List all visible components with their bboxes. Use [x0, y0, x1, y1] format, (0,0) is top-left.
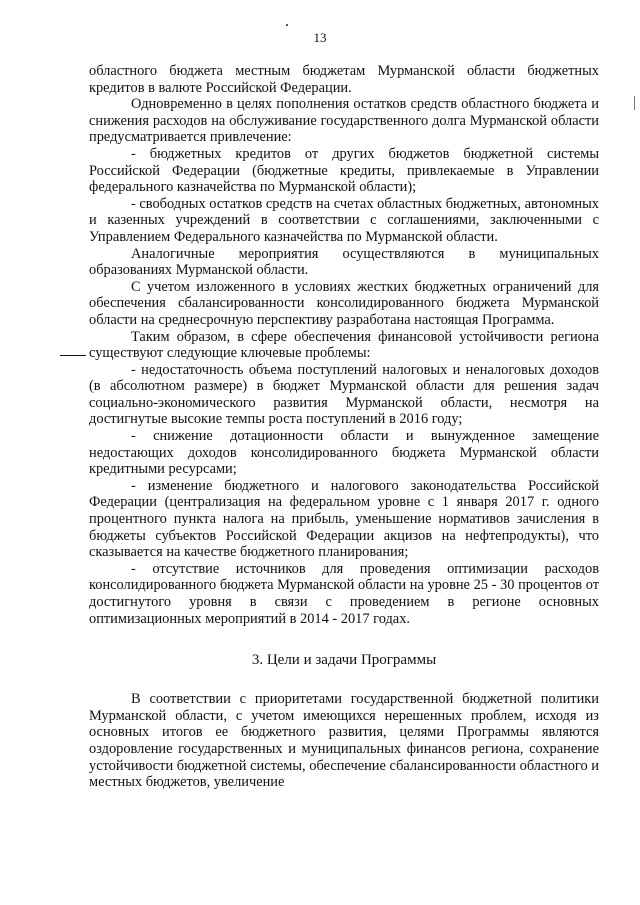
paragraph-continuation: областного бюджета местным бюджетам Мурманской области бюджетных кредитов в валюте Российской Федерации.	[89, 63, 599, 96]
margin-mark	[60, 355, 86, 356]
problem-item: - изменение бюджетного и налогового законодательства Российской Федерации (централизация на федеральном уровне с 1 января 2017 г. одного процентного пункта налога на прибыль, уменьшение нормативов зачисления в бюджеты субъектов Российской Федерации акцизов на нефтепродукты), что сказывается на качестве бюджетного планирования;	[89, 477, 599, 561]
problem-item: - снижение дотационности области и вынужденное замещение недостающих доходов консолидированного бюджета Мурманской области кредитными ресурсами;	[89, 428, 599, 478]
paragraph-goals: В соответствии с приоритетами государственной бюджетной политики Мурманской области, с учетом имеющихся нерешенных проблем, исходя из основных итогов ее бюджетного развития, целями Программы являются оздоровление государственных и муниципальных финансов региона, сохранение устойчивости бюджетной системы, обеспечение сбалансированности областного и местных бюджетов, увеличение	[89, 691, 599, 791]
list-item: - бюджетных кредитов от других бюджетов бюджетной системы Российской Федерации (бюджетные кредиты, привлекаемые в Управлении федерального казначейства по Мурманской области);	[89, 145, 599, 196]
document-body	[89, 63, 599, 791]
paragraph: Аналогичные мероприятия осуществляются в муниципальных образованиях Мурманской области.	[89, 245, 599, 279]
scan-edge-mark	[634, 96, 635, 110]
list-item: - свободных остатков средств на счетах областных бюджетных, автономных и казенных учреждений в соответствии с соглашениями, заключенными с Управлением Федерального казначейства по Мурманской области.	[89, 195, 599, 245]
scan-speck	[286, 24, 288, 26]
section-title: 3. Цели и задачи Программы	[251, 652, 437, 669]
paragraph: С учетом изложенного в условиях жестких бюджетных ограничений для обеспечения сбалансированности консолидированного бюджета Мурманской области на среднесрочную перспективу разработана настоящая Программа.	[89, 278, 599, 328]
problem-item: - отсутствие источников для проведения оптимизации расходов консолидированного бюджета Мурманской области на уровне 25 - 30 процентов от достигнутого уровня в связи с проведением в регионе основных оптимизационных мероприятий в 2014 - 2017 годах.	[89, 560, 599, 627]
paragraph: Таким образом, в сфере обеспечения финансовой устойчивости региона существуют следующие ключевые проблемы:	[89, 328, 599, 362]
problem-item: - недостаточность объема поступлений налоговых и неналоговых доходов (в абсолютном размере) в бюджет Мурманской области для решения задач социально-экономического развития Мурманской области, несмотря на достигнутые высокие темпы роста поступлений в 2016 году;	[89, 361, 599, 428]
page-number: 13	[313, 30, 327, 45]
paragraph-intro: Одновременно в целях пополнения остатков средств областного бюджета и снижения расходов на обслуживание государственного долга Мурманской области предусматривается привлечение:	[89, 96, 599, 146]
